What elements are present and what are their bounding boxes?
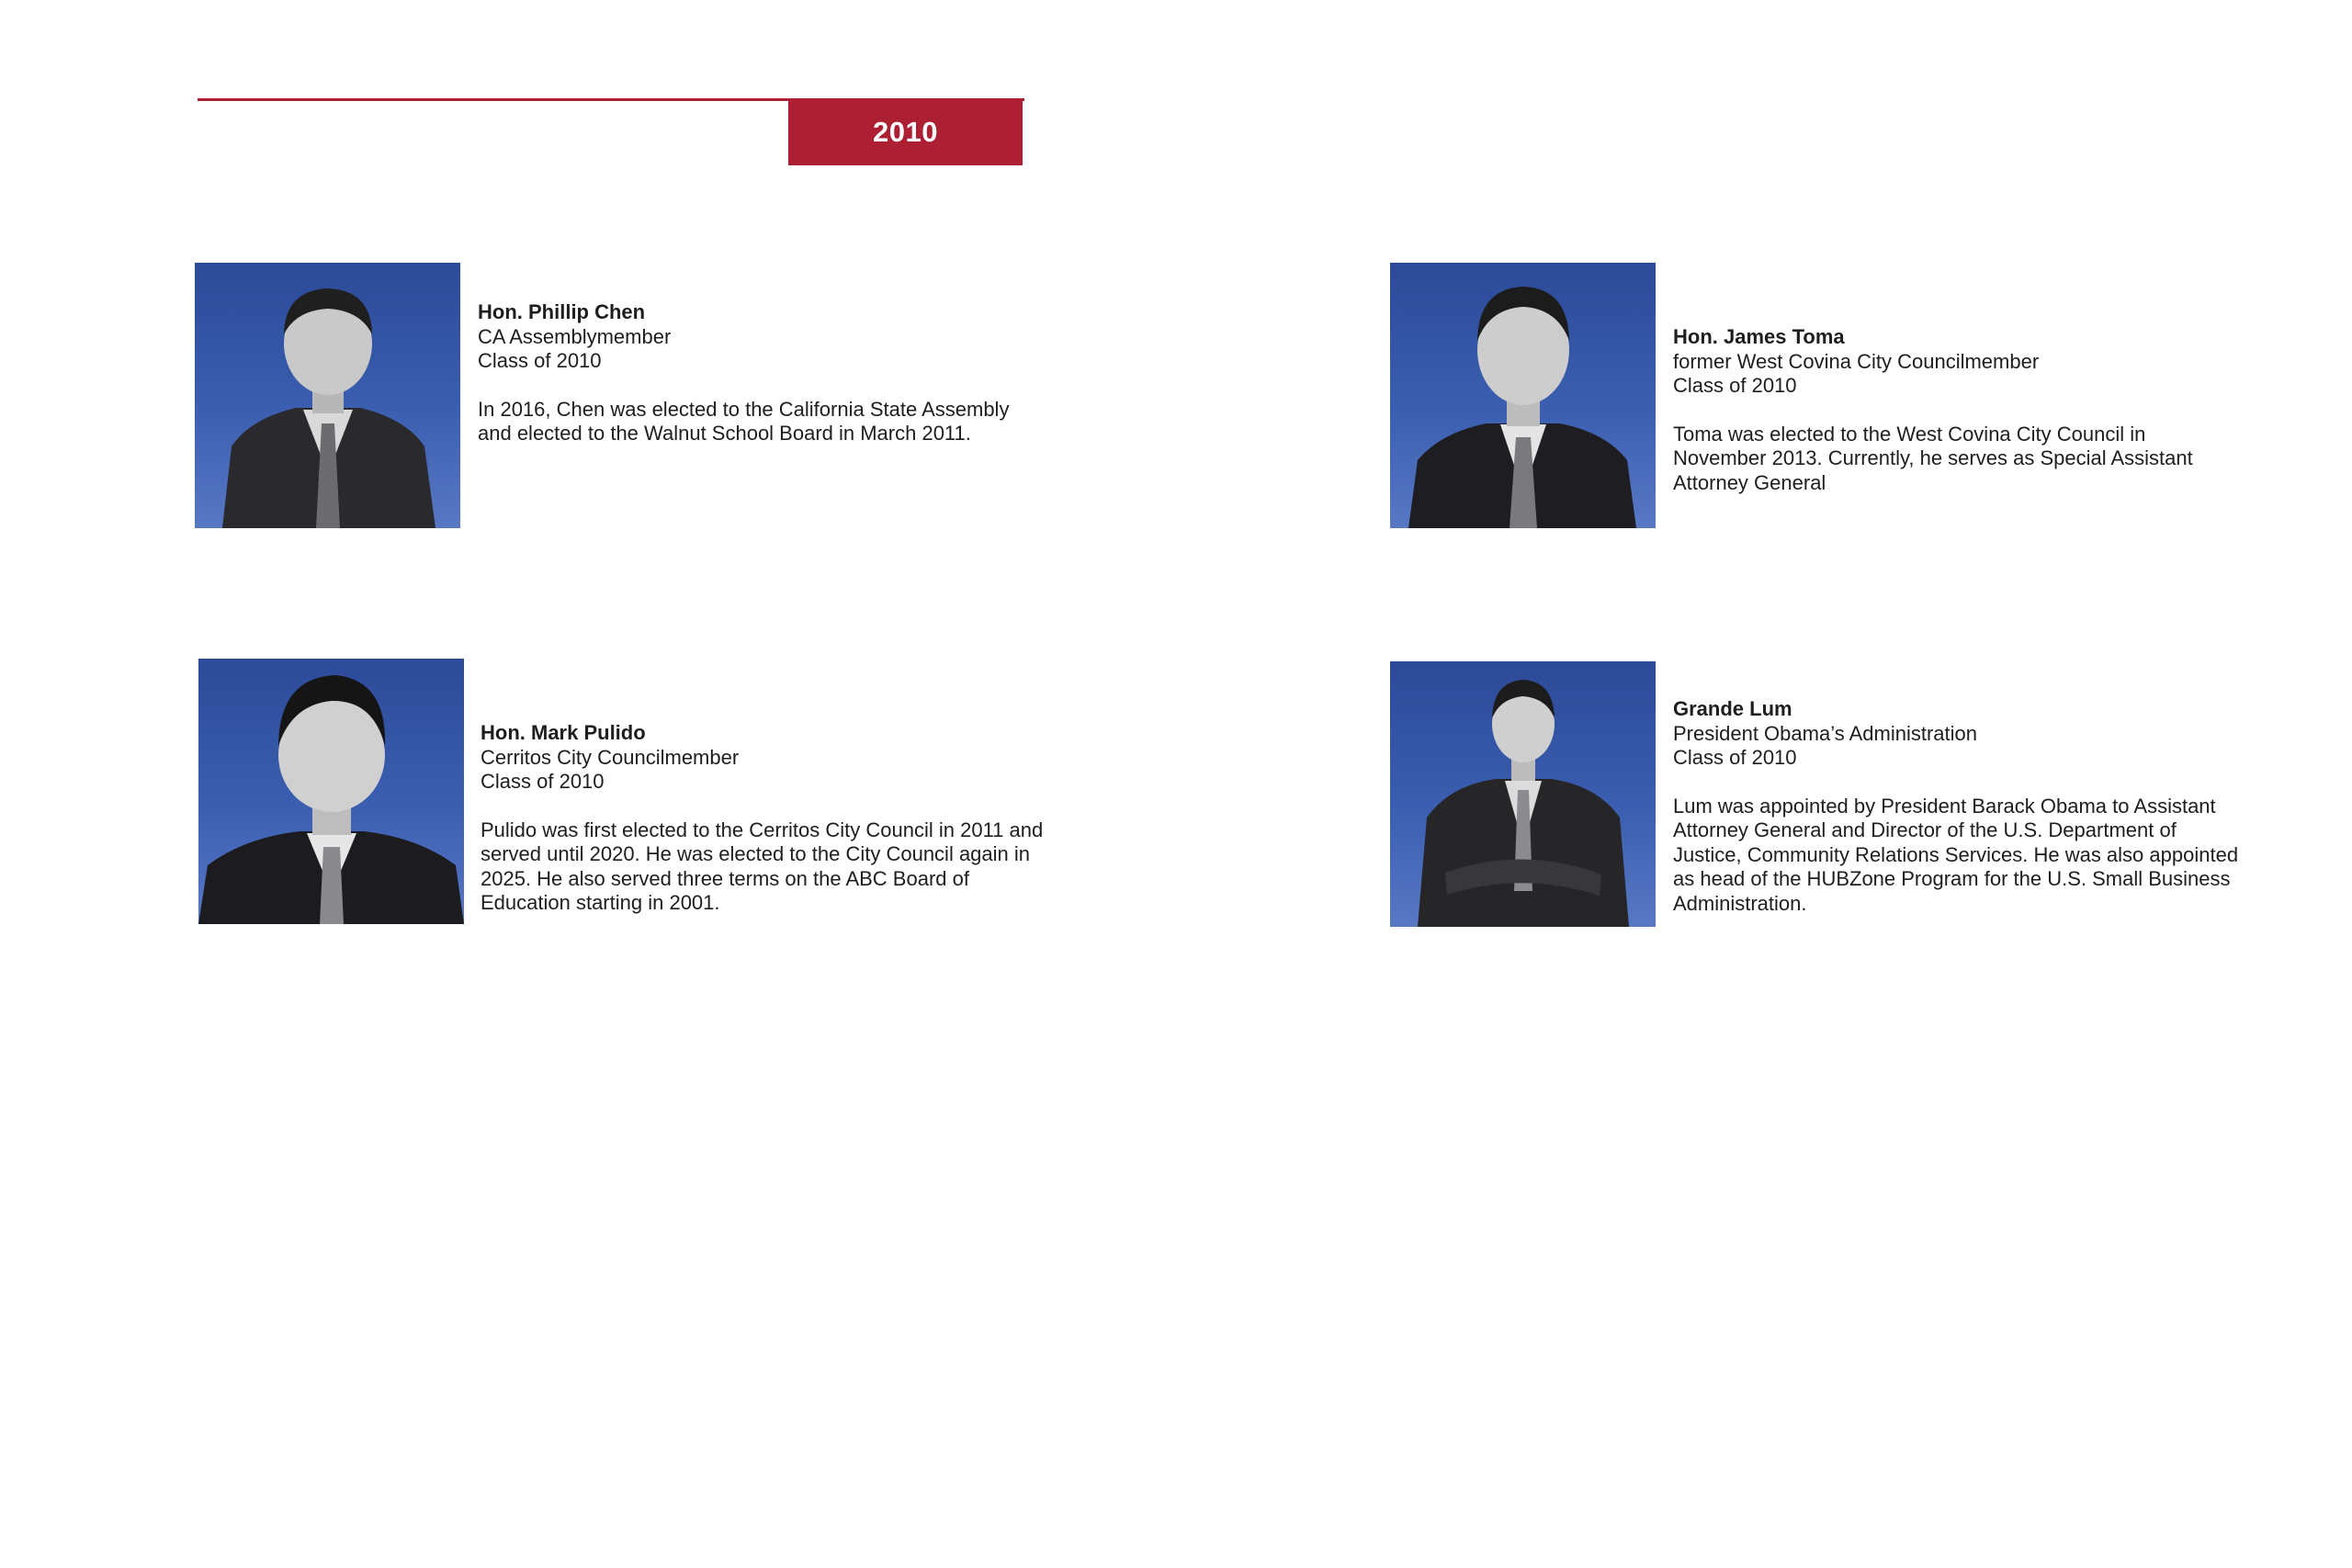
person-role: CA Assemblymember <box>478 324 672 348</box>
person-class: Class of 2010 <box>1673 374 1797 397</box>
person-bio: Pulido was first elected to the Cerritos City Council in 2011 and served until 2020. He was elected to the City Council again in 2025. He also served three terms on the ABC Board of Education starting in 2001. <box>481 818 1044 914</box>
person-name: Hon. James Toma <box>1673 325 1845 348</box>
year-label: 2010 <box>873 115 938 148</box>
year-tab <box>788 98 1023 165</box>
person-name: Grande Lum <box>1673 697 1792 720</box>
person-bio: In 2016, Chen was elected to the California State Assembly and elected to the Walnut School Board in March 2011. <box>478 397 1010 445</box>
portrait-photo <box>198 659 464 924</box>
person-name: Hon. Mark Pulido <box>481 721 646 744</box>
portrait-photo <box>1390 263 1656 528</box>
portrait-photo <box>195 263 460 528</box>
person-name: Hon. Phillip Chen <box>478 300 646 323</box>
person-class: Class of 2010 <box>481 770 605 793</box>
person-role: President Obama’s Administration <box>1673 721 1977 745</box>
person-bio: Lum was appointed by President Barack Obama to Assistant Attorney General and Director of the U.S. Department of Justice, Community Relations Services. He was also appointed as head of the HUBZone Program for the U.S. Small Business Administration. <box>1673 794 2239 915</box>
portrait-photo <box>1390 661 1656 927</box>
person-class: Class of 2010 <box>1673 746 1797 769</box>
person-class: Class of 2010 <box>478 349 602 372</box>
person-bio: Toma was elected to the West Covina City Council in November 2013. Currently, he serves as Special Assistant Attorney General <box>1673 422 2193 494</box>
person-role: Cerritos City Councilmember <box>481 745 740 769</box>
person-role: former West Covina City Councilmember <box>1673 349 2040 373</box>
